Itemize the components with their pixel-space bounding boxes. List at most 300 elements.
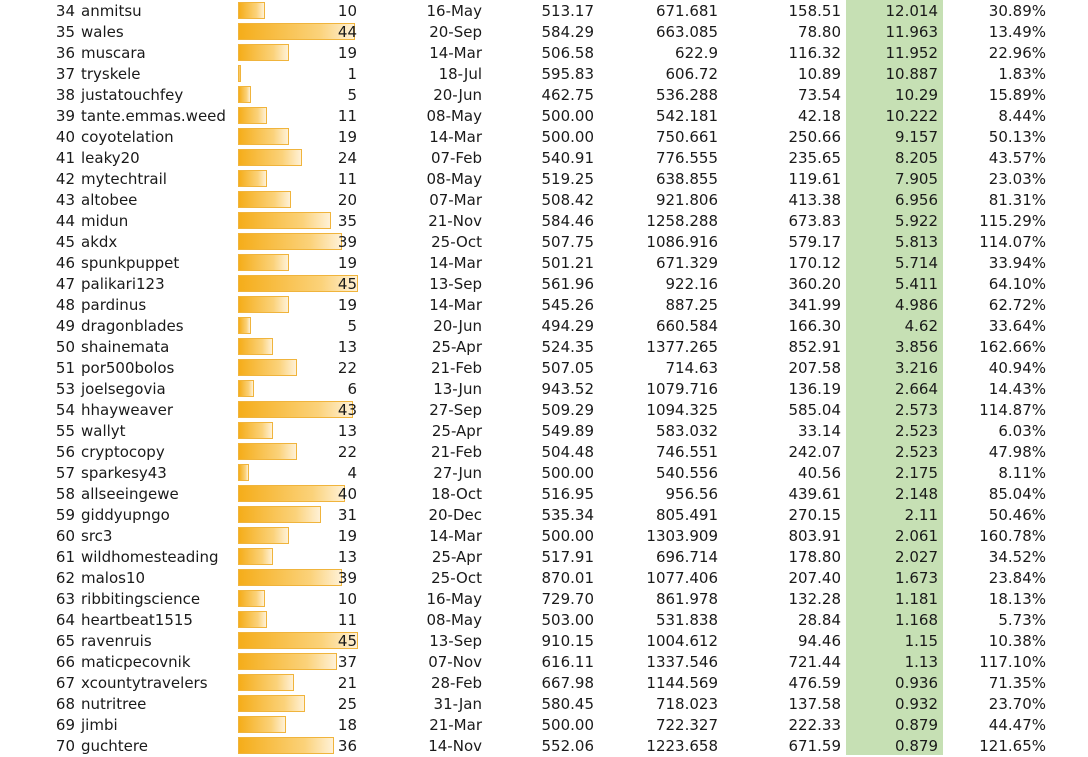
percent-cell[interactable]: 62.72% <box>988 296 1046 314</box>
date-cell[interactable]: 25-Oct <box>431 233 482 251</box>
name-cell[interactable]: src3 <box>81 527 113 545</box>
count-cell[interactable]: 10 <box>337 2 357 20</box>
name-cell[interactable]: ravenruis <box>81 632 152 650</box>
value2-cell[interactable]: 542.181 <box>655 107 718 125</box>
count-cell[interactable]: 13 <box>337 422 357 440</box>
rank-cell[interactable]: 34 <box>55 2 75 20</box>
percent-cell[interactable]: 1.83% <box>998 65 1046 83</box>
value2-cell[interactable]: 776.555 <box>655 149 718 167</box>
date-cell[interactable]: 20-Jun <box>433 317 482 335</box>
value2-cell[interactable]: 671.681 <box>655 2 718 20</box>
count-cell[interactable]: 1 <box>347 65 357 83</box>
percent-cell[interactable]: 162.66% <box>979 338 1046 356</box>
value4-cell[interactable]: 8.205 <box>895 149 938 167</box>
rank-cell[interactable]: 56 <box>55 443 75 461</box>
name-cell[interactable]: tante.emmas.weed <box>81 107 226 125</box>
value3-cell[interactable]: 40.56 <box>798 464 841 482</box>
name-cell[interactable]: jimbi <box>81 716 118 734</box>
percent-cell[interactable]: 81.31% <box>988 191 1046 209</box>
name-cell[interactable]: wallyt <box>81 422 126 440</box>
value1-cell[interactable]: 462.75 <box>541 86 594 104</box>
value4-cell[interactable]: 2.027 <box>895 548 938 566</box>
date-cell[interactable]: 08-May <box>426 107 482 125</box>
value4-cell[interactable]: 1.13 <box>904 653 938 671</box>
value1-cell[interactable]: 540.91 <box>541 149 594 167</box>
percent-cell[interactable]: 50.46% <box>988 506 1046 524</box>
name-cell[interactable]: nutritree <box>81 695 147 713</box>
name-cell[interactable]: wales <box>81 23 124 41</box>
date-cell[interactable]: 27-Sep <box>429 401 482 419</box>
value1-cell[interactable]: 500.00 <box>541 527 594 545</box>
date-cell[interactable]: 16-May <box>426 590 482 608</box>
value3-cell[interactable]: 413.38 <box>788 191 841 209</box>
value2-cell[interactable]: 1337.546 <box>646 653 718 671</box>
value4-cell[interactable]: 11.952 <box>885 44 938 62</box>
name-cell[interactable]: heartbeat1515 <box>81 611 193 629</box>
value2-cell[interactable]: 1303.909 <box>646 527 718 545</box>
count-cell[interactable]: 24 <box>337 149 357 167</box>
percent-cell[interactable]: 8.44% <box>998 107 1046 125</box>
value4-cell[interactable]: 10.887 <box>885 65 938 83</box>
percent-cell[interactable]: 114.87% <box>979 401 1046 419</box>
count-cell[interactable]: 18 <box>337 716 357 734</box>
rank-cell[interactable]: 44 <box>55 212 75 230</box>
value3-cell[interactable]: 852.91 <box>788 338 841 356</box>
rank-cell[interactable]: 61 <box>55 548 75 566</box>
value4-cell[interactable]: 5.922 <box>895 212 938 230</box>
rank-cell[interactable]: 40 <box>55 128 75 146</box>
name-cell[interactable]: cryptocopy <box>81 443 165 461</box>
count-cell[interactable]: 39 <box>337 569 357 587</box>
value2-cell[interactable]: 660.584 <box>655 317 718 335</box>
value3-cell[interactable]: 42.18 <box>798 107 841 125</box>
value1-cell[interactable]: 584.46 <box>541 212 594 230</box>
value1-cell[interactable]: 507.05 <box>541 359 594 377</box>
date-cell[interactable]: 21-Mar <box>429 716 482 734</box>
date-cell[interactable]: 20-Sep <box>429 23 482 41</box>
rank-cell[interactable]: 54 <box>55 401 75 419</box>
rank-cell[interactable]: 63 <box>55 590 75 608</box>
count-cell[interactable]: 22 <box>337 359 357 377</box>
value1-cell[interactable]: 500.00 <box>541 716 594 734</box>
percent-cell[interactable]: 43.57% <box>988 149 1046 167</box>
date-cell[interactable]: 25-Apr <box>431 422 482 440</box>
value4-cell[interactable]: 2.573 <box>895 401 938 419</box>
value1-cell[interactable]: 494.29 <box>541 317 594 335</box>
value4-cell[interactable]: 10.222 <box>885 107 938 125</box>
value3-cell[interactable]: 250.66 <box>788 128 841 146</box>
value4-cell[interactable]: 9.157 <box>895 128 938 146</box>
rank-cell[interactable]: 64 <box>55 611 75 629</box>
count-cell[interactable]: 39 <box>337 233 357 251</box>
rank-cell[interactable]: 38 <box>55 86 75 104</box>
value2-cell[interactable]: 1094.325 <box>646 401 718 419</box>
percent-cell[interactable]: 71.35% <box>988 674 1046 692</box>
percent-cell[interactable]: 5.73% <box>998 611 1046 629</box>
date-cell[interactable]: 28-Feb <box>430 674 482 692</box>
value3-cell[interactable]: 178.80 <box>788 548 841 566</box>
value4-cell[interactable]: 1.168 <box>895 611 938 629</box>
rank-cell[interactable]: 53 <box>55 380 75 398</box>
value1-cell[interactable]: 509.29 <box>541 401 594 419</box>
value3-cell[interactable]: 439.61 <box>788 485 841 503</box>
rank-cell[interactable]: 49 <box>55 317 75 335</box>
date-cell[interactable]: 31-Jan <box>433 695 482 713</box>
value1-cell[interactable]: 519.25 <box>541 170 594 188</box>
rank-cell[interactable]: 41 <box>55 149 75 167</box>
value3-cell[interactable]: 137.58 <box>788 695 841 713</box>
value1-cell[interactable]: 517.91 <box>541 548 594 566</box>
value4-cell[interactable]: 2.11 <box>904 506 938 524</box>
value3-cell[interactable]: 270.15 <box>788 506 841 524</box>
name-cell[interactable]: justatouchfey <box>81 86 184 104</box>
date-cell[interactable]: 14-Mar <box>429 296 482 314</box>
value3-cell[interactable]: 235.65 <box>788 149 841 167</box>
rank-cell[interactable]: 60 <box>55 527 75 545</box>
date-cell[interactable]: 14-Mar <box>429 44 482 62</box>
value3-cell[interactable]: 579.17 <box>788 233 841 251</box>
value3-cell[interactable]: 673.83 <box>788 212 841 230</box>
percent-cell[interactable]: 33.64% <box>988 317 1046 335</box>
date-cell[interactable]: 21-Nov <box>428 212 482 230</box>
value2-cell[interactable]: 1077.406 <box>646 569 718 587</box>
percent-cell[interactable]: 18.13% <box>988 590 1046 608</box>
value3-cell[interactable]: 166.30 <box>788 317 841 335</box>
value2-cell[interactable]: 1144.569 <box>646 674 718 692</box>
value1-cell[interactable]: 616.11 <box>541 653 594 671</box>
date-cell[interactable]: 20-Jun <box>433 86 482 104</box>
date-cell[interactable]: 08-May <box>426 170 482 188</box>
value4-cell[interactable]: 1.181 <box>895 590 938 608</box>
date-cell[interactable]: 07-Mar <box>429 191 482 209</box>
date-cell[interactable]: 13-Jun <box>433 380 482 398</box>
rank-cell[interactable]: 57 <box>55 464 75 482</box>
rank-cell[interactable]: 35 <box>55 23 75 41</box>
percent-cell[interactable]: 117.10% <box>979 653 1046 671</box>
value4-cell[interactable]: 0.936 <box>895 674 938 692</box>
name-cell[interactable]: mytechtrail <box>81 170 167 188</box>
percent-cell[interactable]: 13.49% <box>988 23 1046 41</box>
percent-cell[interactable]: 160.78% <box>979 527 1046 545</box>
count-cell[interactable]: 19 <box>337 128 357 146</box>
value3-cell[interactable]: 119.61 <box>788 170 841 188</box>
percent-cell[interactable]: 47.98% <box>988 443 1046 461</box>
value2-cell[interactable]: 714.63 <box>665 359 718 377</box>
value3-cell[interactable]: 10.89 <box>798 65 841 83</box>
percent-cell[interactable]: 15.89% <box>988 86 1046 104</box>
name-cell[interactable]: coyotelation <box>81 128 174 146</box>
value1-cell[interactable]: 535.34 <box>541 506 594 524</box>
name-cell[interactable]: palikari123 <box>81 275 165 293</box>
date-cell[interactable]: 14-Mar <box>429 254 482 272</box>
value2-cell[interactable]: 750.661 <box>655 128 718 146</box>
percent-cell[interactable]: 50.13% <box>988 128 1046 146</box>
value4-cell[interactable]: 0.879 <box>895 716 938 734</box>
count-cell[interactable]: 45 <box>337 632 357 650</box>
value2-cell[interactable]: 1004.612 <box>646 632 718 650</box>
name-cell[interactable]: por500bolos <box>81 359 175 377</box>
date-cell[interactable]: 25-Apr <box>431 548 482 566</box>
value3-cell[interactable]: 222.33 <box>788 716 841 734</box>
name-cell[interactable]: anmitsu <box>81 2 142 20</box>
percent-cell[interactable]: 121.65% <box>979 737 1046 755</box>
rank-cell[interactable]: 36 <box>55 44 75 62</box>
date-cell[interactable]: 14-Nov <box>428 737 482 755</box>
rank-cell[interactable]: 69 <box>55 716 75 734</box>
rank-cell[interactable]: 68 <box>55 695 75 713</box>
count-cell[interactable]: 19 <box>337 44 357 62</box>
value3-cell[interactable]: 585.04 <box>788 401 841 419</box>
count-cell[interactable]: 40 <box>337 485 357 503</box>
value1-cell[interactable]: 500.00 <box>541 128 594 146</box>
value3-cell[interactable]: 476.59 <box>788 674 841 692</box>
percent-cell[interactable]: 6.03% <box>998 422 1046 440</box>
value1-cell[interactable]: 549.89 <box>541 422 594 440</box>
value1-cell[interactable]: 507.75 <box>541 233 594 251</box>
value1-cell[interactable]: 580.45 <box>541 695 594 713</box>
count-cell[interactable]: 45 <box>337 275 357 293</box>
name-cell[interactable]: sparkesy43 <box>81 464 167 482</box>
value1-cell[interactable]: 508.42 <box>541 191 594 209</box>
count-cell[interactable]: 25 <box>337 695 357 713</box>
date-cell[interactable]: 27-Jun <box>433 464 482 482</box>
name-cell[interactable]: shainemata <box>81 338 170 356</box>
value2-cell[interactable]: 922.16 <box>665 275 718 293</box>
value1-cell[interactable]: 584.29 <box>541 23 594 41</box>
name-cell[interactable]: spunkpuppet <box>81 254 180 272</box>
rank-cell[interactable]: 48 <box>55 296 75 314</box>
count-cell[interactable]: 37 <box>337 653 357 671</box>
name-cell[interactable]: giddyupngo <box>81 506 170 524</box>
date-cell[interactable]: 18-Oct <box>431 485 482 503</box>
value3-cell[interactable]: 360.20 <box>788 275 841 293</box>
rank-cell[interactable]: 43 <box>55 191 75 209</box>
value1-cell[interactable]: 729.70 <box>541 590 594 608</box>
value4-cell[interactable]: 5.813 <box>895 233 938 251</box>
count-cell[interactable]: 31 <box>337 506 357 524</box>
value4-cell[interactable]: 12.014 <box>885 2 938 20</box>
rank-cell[interactable]: 37 <box>55 65 75 83</box>
value4-cell[interactable]: 2.664 <box>895 380 938 398</box>
value2-cell[interactable]: 921.806 <box>655 191 718 209</box>
value4-cell[interactable]: 10.29 <box>895 86 938 104</box>
value2-cell[interactable]: 887.25 <box>665 296 718 314</box>
percent-cell[interactable]: 14.43% <box>988 380 1046 398</box>
count-cell[interactable]: 13 <box>337 338 357 356</box>
date-cell[interactable]: 21-Feb <box>430 359 482 377</box>
percent-cell[interactable]: 22.96% <box>988 44 1046 62</box>
date-cell[interactable]: 25-Apr <box>431 338 482 356</box>
date-cell[interactable]: 13-Sep <box>429 632 482 650</box>
percent-cell[interactable]: 23.70% <box>988 695 1046 713</box>
value1-cell[interactable]: 943.52 <box>541 380 594 398</box>
value1-cell[interactable]: 595.83 <box>541 65 594 83</box>
count-cell[interactable]: 11 <box>337 611 357 629</box>
percent-cell[interactable]: 115.29% <box>979 212 1046 230</box>
date-cell[interactable]: 20-Dec <box>428 506 482 524</box>
rank-cell[interactable]: 59 <box>55 506 75 524</box>
name-cell[interactable]: allseeingewe <box>81 485 179 503</box>
count-cell[interactable]: 44 <box>337 23 357 41</box>
value2-cell[interactable]: 1258.288 <box>646 212 718 230</box>
value3-cell[interactable]: 721.44 <box>788 653 841 671</box>
value4-cell[interactable]: 2.175 <box>895 464 938 482</box>
value1-cell[interactable]: 545.26 <box>541 296 594 314</box>
value1-cell[interactable]: 910.15 <box>541 632 594 650</box>
count-cell[interactable]: 43 <box>337 401 357 419</box>
value2-cell[interactable]: 540.556 <box>655 464 718 482</box>
value4-cell[interactable]: 4.62 <box>904 317 938 335</box>
value3-cell[interactable]: 78.80 <box>798 23 841 41</box>
value2-cell[interactable]: 696.714 <box>655 548 718 566</box>
date-cell[interactable]: 08-May <box>426 611 482 629</box>
value3-cell[interactable]: 158.51 <box>788 2 841 20</box>
value4-cell[interactable]: 2.523 <box>895 422 938 440</box>
date-cell[interactable]: 16-May <box>426 2 482 20</box>
name-cell[interactable]: tryskele <box>81 65 141 83</box>
percent-cell[interactable]: 33.94% <box>988 254 1046 272</box>
value2-cell[interactable]: 671.329 <box>655 254 718 272</box>
percent-cell[interactable]: 30.89% <box>988 2 1046 20</box>
percent-cell[interactable]: 85.04% <box>988 485 1046 503</box>
name-cell[interactable]: leaky20 <box>81 149 140 167</box>
value2-cell[interactable]: 746.551 <box>655 443 718 461</box>
name-cell[interactable]: dragonblades <box>81 317 184 335</box>
value3-cell[interactable]: 28.84 <box>798 611 841 629</box>
value2-cell[interactable]: 531.838 <box>655 611 718 629</box>
name-cell[interactable]: guchtere <box>81 737 148 755</box>
percent-cell[interactable]: 44.47% <box>988 716 1046 734</box>
value3-cell[interactable]: 341.99 <box>788 296 841 314</box>
count-cell[interactable]: 19 <box>337 527 357 545</box>
date-cell[interactable]: 25-Oct <box>431 569 482 587</box>
count-cell[interactable]: 5 <box>347 86 357 104</box>
name-cell[interactable]: maticpecovnik <box>81 653 191 671</box>
rank-cell[interactable]: 51 <box>55 359 75 377</box>
value4-cell[interactable]: 2.061 <box>895 527 938 545</box>
value3-cell[interactable]: 242.07 <box>788 443 841 461</box>
date-cell[interactable]: 07-Feb <box>430 149 482 167</box>
value1-cell[interactable]: 506.58 <box>541 44 594 62</box>
value3-cell[interactable]: 116.32 <box>788 44 841 62</box>
name-cell[interactable]: midun <box>81 212 129 230</box>
value4-cell[interactable]: 7.905 <box>895 170 938 188</box>
count-cell[interactable]: 5 <box>347 317 357 335</box>
value4-cell[interactable]: 4.986 <box>895 296 938 314</box>
value3-cell[interactable]: 132.28 <box>788 590 841 608</box>
value2-cell[interactable]: 1086.916 <box>646 233 718 251</box>
name-cell[interactable]: pardinus <box>81 296 147 314</box>
value2-cell[interactable]: 583.032 <box>655 422 718 440</box>
value2-cell[interactable]: 956.56 <box>665 485 718 503</box>
value1-cell[interactable]: 561.96 <box>541 275 594 293</box>
percent-cell[interactable]: 23.84% <box>988 569 1046 587</box>
value4-cell[interactable]: 3.856 <box>895 338 938 356</box>
name-cell[interactable]: ribbitingscience <box>81 590 201 608</box>
count-cell[interactable]: 11 <box>337 107 357 125</box>
value4-cell[interactable]: 3.216 <box>895 359 938 377</box>
value3-cell[interactable]: 73.54 <box>798 86 841 104</box>
percent-cell[interactable]: 64.10% <box>988 275 1046 293</box>
percent-cell[interactable]: 23.03% <box>988 170 1046 188</box>
value3-cell[interactable]: 803.91 <box>788 527 841 545</box>
percent-cell[interactable]: 40.94% <box>988 359 1046 377</box>
value3-cell[interactable]: 94.46 <box>798 632 841 650</box>
count-cell[interactable]: 19 <box>337 296 357 314</box>
rank-cell[interactable]: 47 <box>55 275 75 293</box>
rank-cell[interactable]: 39 <box>55 107 75 125</box>
value2-cell[interactable]: 1223.658 <box>646 737 718 755</box>
value2-cell[interactable]: 718.023 <box>655 695 718 713</box>
name-cell[interactable]: malos10 <box>81 569 146 587</box>
value3-cell[interactable]: 207.40 <box>788 569 841 587</box>
value2-cell[interactable]: 536.288 <box>655 86 718 104</box>
value4-cell[interactable]: 2.148 <box>895 485 938 503</box>
name-cell[interactable]: hhayweaver <box>81 401 174 419</box>
date-cell[interactable]: 14-Mar <box>429 527 482 545</box>
value1-cell[interactable]: 516.95 <box>541 485 594 503</box>
count-cell[interactable]: 19 <box>337 254 357 272</box>
value1-cell[interactable]: 500.00 <box>541 464 594 482</box>
value2-cell[interactable]: 606.72 <box>665 65 718 83</box>
count-cell[interactable]: 35 <box>337 212 357 230</box>
count-cell[interactable]: 21 <box>337 674 357 692</box>
name-cell[interactable]: akdx <box>81 233 118 251</box>
rank-cell[interactable]: 55 <box>55 422 75 440</box>
count-cell[interactable]: 36 <box>337 737 357 755</box>
value3-cell[interactable]: 33.14 <box>798 422 841 440</box>
rank-cell[interactable]: 50 <box>55 338 75 356</box>
name-cell[interactable]: muscara <box>81 44 146 62</box>
percent-cell[interactable]: 10.38% <box>988 632 1046 650</box>
value1-cell[interactable]: 552.06 <box>541 737 594 755</box>
value2-cell[interactable]: 805.491 <box>655 506 718 524</box>
name-cell[interactable]: joelsegovia <box>81 380 166 398</box>
rank-cell[interactable]: 70 <box>55 737 75 755</box>
value4-cell[interactable]: 5.714 <box>895 254 938 272</box>
value1-cell[interactable]: 504.48 <box>541 443 594 461</box>
value4-cell[interactable]: 2.523 <box>895 443 938 461</box>
value4-cell[interactable]: 0.932 <box>895 695 938 713</box>
name-cell[interactable]: xcountytravelers <box>81 674 208 692</box>
value1-cell[interactable]: 870.01 <box>541 569 594 587</box>
value4-cell[interactable]: 11.963 <box>885 23 938 41</box>
value4-cell[interactable]: 0.879 <box>895 737 938 755</box>
rank-cell[interactable]: 45 <box>55 233 75 251</box>
value2-cell[interactable]: 638.855 <box>655 170 718 188</box>
count-cell[interactable]: 22 <box>337 443 357 461</box>
value3-cell[interactable]: 671.59 <box>788 737 841 755</box>
percent-cell[interactable]: 34.52% <box>988 548 1046 566</box>
value4-cell[interactable]: 1.15 <box>904 632 938 650</box>
value1-cell[interactable]: 501.21 <box>541 254 594 272</box>
name-cell[interactable]: wildhomesteading <box>81 548 219 566</box>
value1-cell[interactable]: 513.17 <box>541 2 594 20</box>
value2-cell[interactable]: 722.327 <box>655 716 718 734</box>
percent-cell[interactable]: 114.07% <box>979 233 1046 251</box>
rank-cell[interactable]: 67 <box>55 674 75 692</box>
name-cell[interactable]: altobee <box>81 191 138 209</box>
value4-cell[interactable]: 1.673 <box>895 569 938 587</box>
date-cell[interactable]: 18-Jul <box>438 65 482 83</box>
value1-cell[interactable]: 503.00 <box>541 611 594 629</box>
date-cell[interactable]: 21-Feb <box>430 443 482 461</box>
count-cell[interactable]: 4 <box>347 464 357 482</box>
rank-cell[interactable]: 62 <box>55 569 75 587</box>
value4-cell[interactable]: 5.411 <box>895 275 938 293</box>
value2-cell[interactable]: 1079.716 <box>646 380 718 398</box>
value1-cell[interactable]: 500.00 <box>541 107 594 125</box>
